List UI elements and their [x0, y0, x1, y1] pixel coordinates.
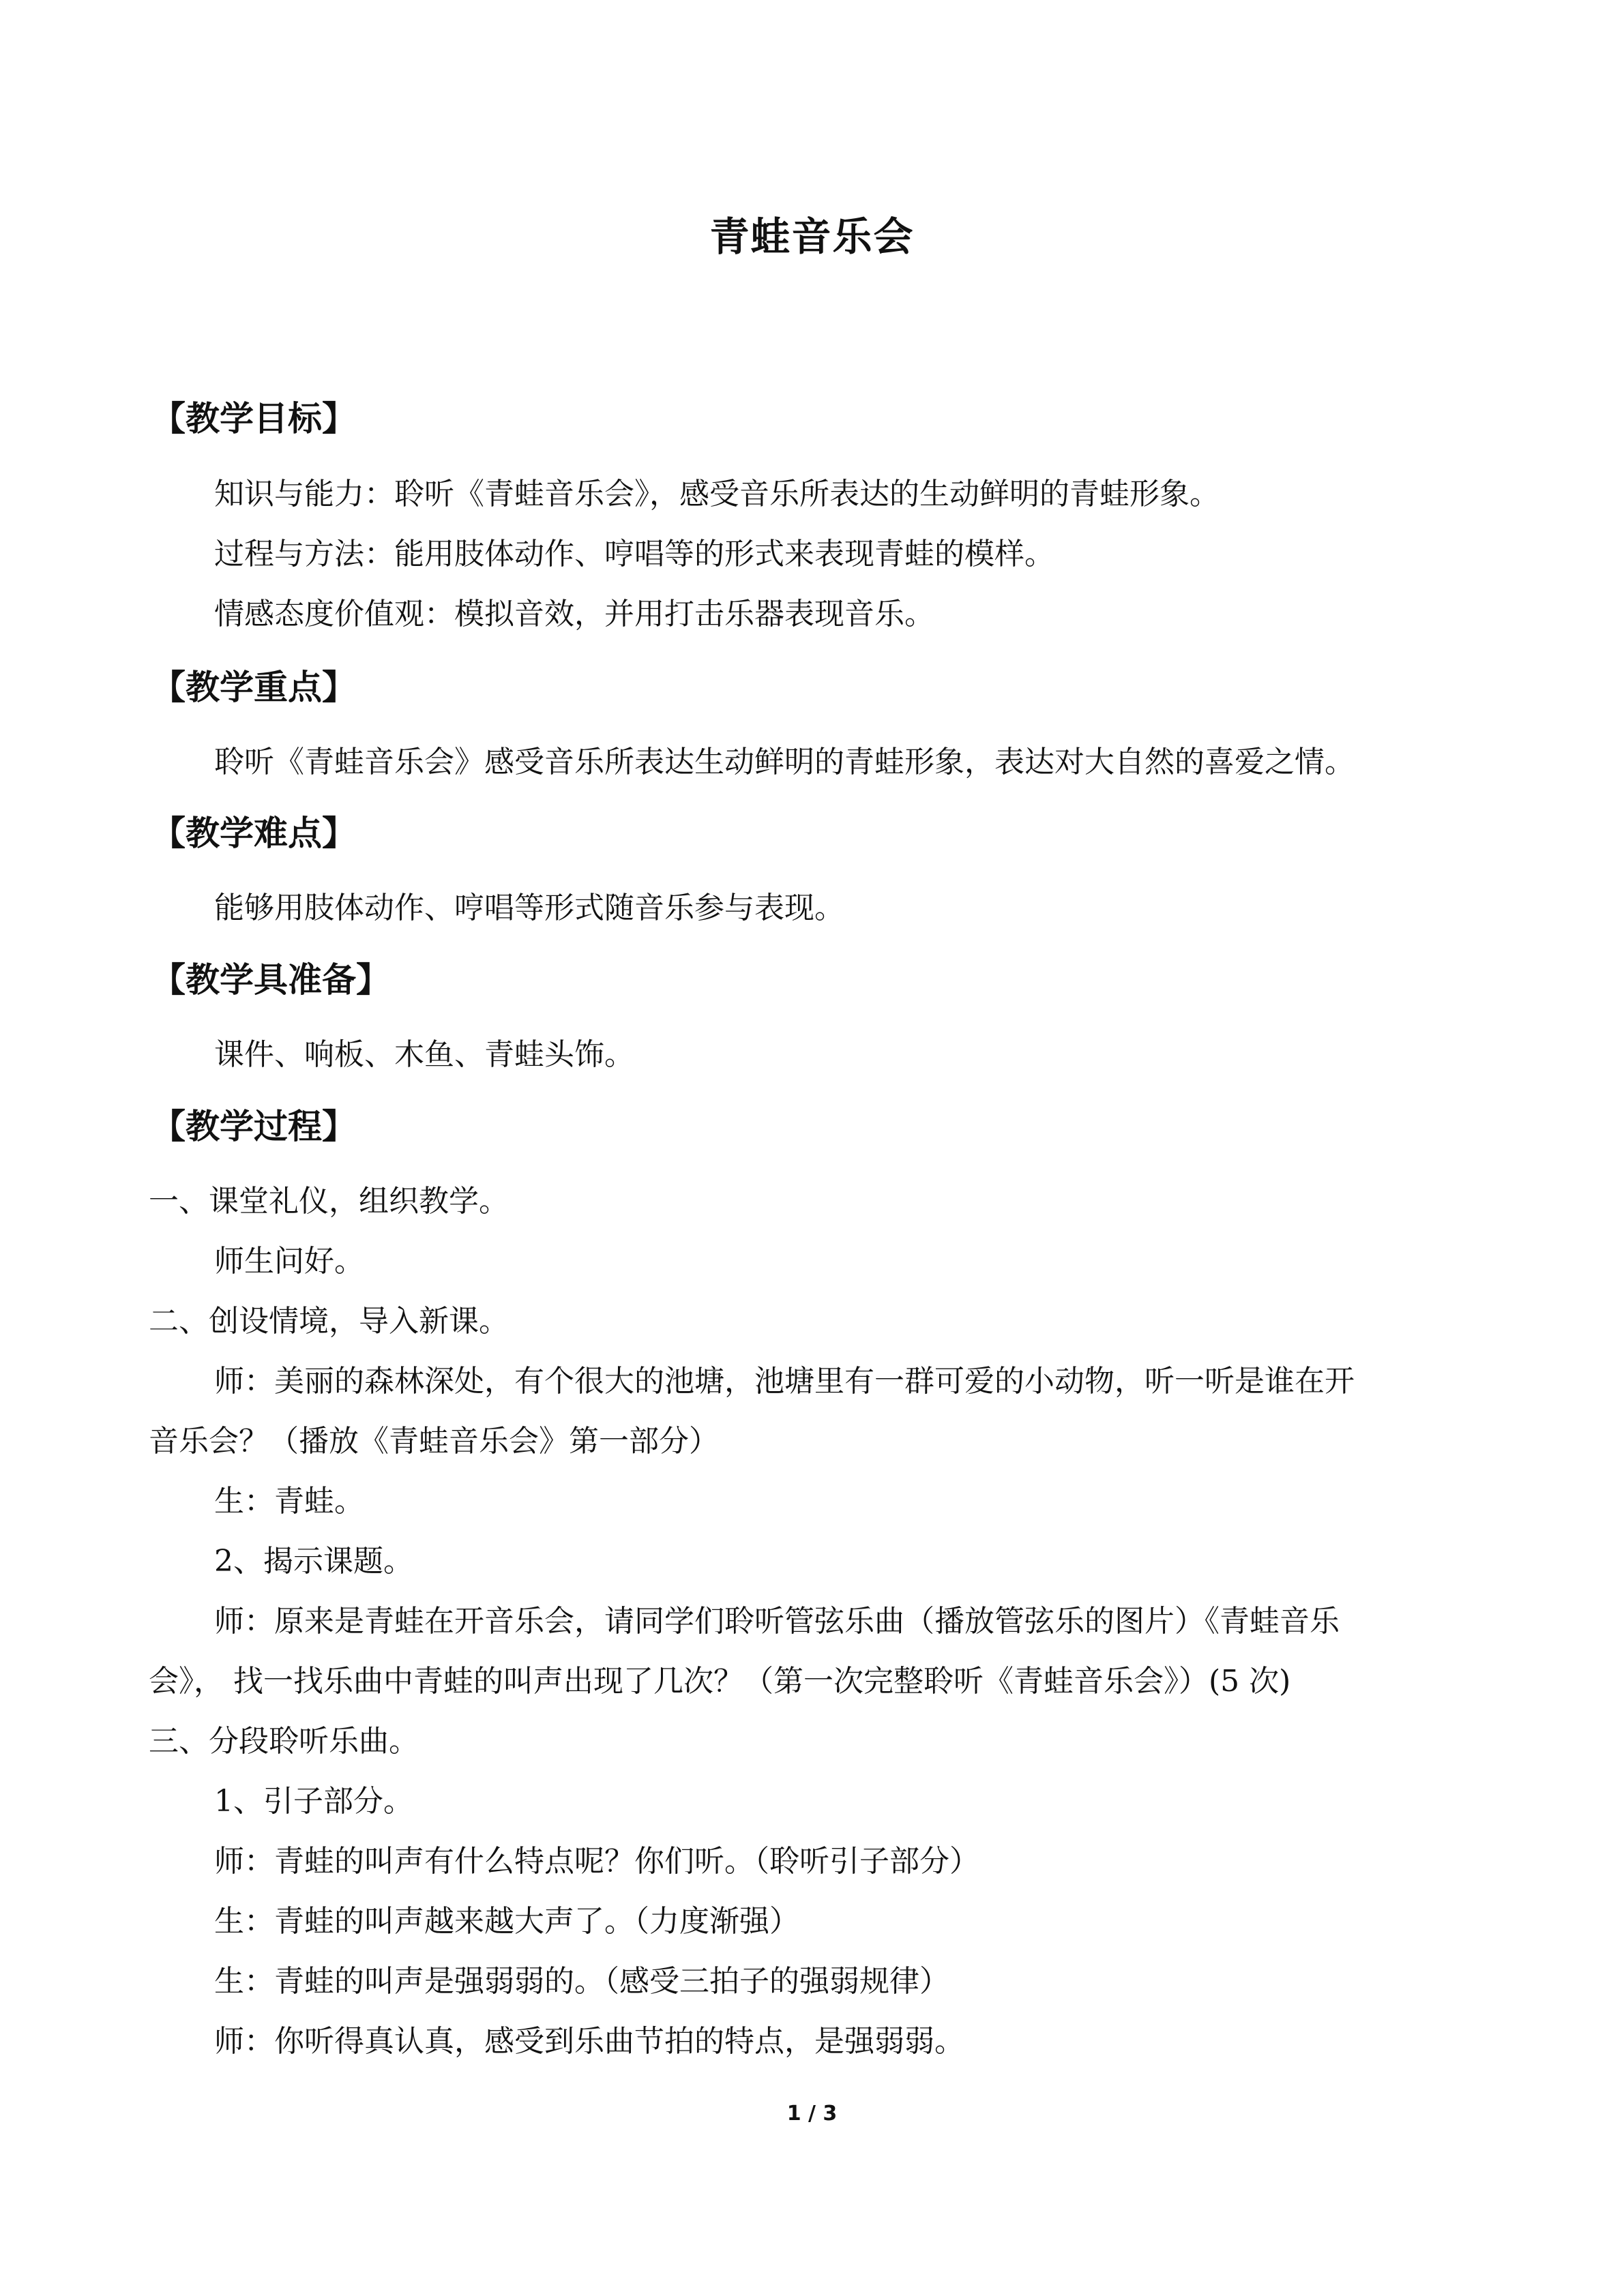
objective-knowledge: 知识与能力：聆听《青蛙音乐会》，感受音乐所表达的生动鲜明的青蛙形象。 [214, 477, 1220, 511]
process-line: 生：青蛙。 [214, 1484, 364, 1519]
process-line: 生：青蛙的叫声越来越大声了。（力度渐强） [214, 1904, 799, 1939]
page-title: 青蛙音乐会 [709, 213, 915, 260]
process-line: 师：美丽的森林深处，有个很大的池塘，池塘里有一群可爱的小动物，听一听是谁在开 [214, 1364, 1355, 1399]
process-line: 2、揭示课题。 [214, 1544, 413, 1579]
page-number: 1 / 3 [786, 2102, 838, 2126]
process-line: 二、创设情境，导入新课。 [149, 1304, 509, 1339]
process-line: 师：原来是青蛙在开音乐会，请同学们聆听管弦乐曲（播放管弦乐的图片）《青蛙音乐 [214, 1604, 1340, 1639]
section-heading-materials: 【教学具准备】 [151, 959, 390, 1000]
process-line: 1、引子部分。 [214, 1784, 413, 1819]
section-heading-difficulties: 【教学难点】 [151, 813, 356, 853]
process-line: 师：你听得真认真，感受到乐曲节拍的特点，是强弱弱。 [214, 2024, 964, 2059]
process-line: 三、分段聆听乐曲。 [149, 1724, 419, 1759]
objective-emotion: 情感态度价值观：模拟音效，并用打击乐器表现音乐。 [214, 597, 934, 631]
process-line: 师：青蛙的叫声有什么特点呢？你们听。（聆听引子部分） [214, 1844, 979, 1879]
difficulties-text: 能够用肢体动作、哼唱等形式随音乐参与表现。 [214, 891, 844, 925]
materials-text: 课件、响板、木鱼、青蛙头饰。 [214, 1037, 634, 1072]
process-line: 生：青蛙的叫声是强弱弱的。（感受三拍子的强弱规律） [214, 1964, 949, 1999]
section-heading-keypoints: 【教学重点】 [151, 667, 356, 707]
keypoints-text: 聆听《青蛙音乐会》感受音乐所表达生动鲜明的青蛙形象，表达对大自然的喜爱之情。 [214, 745, 1355, 779]
process-line: 一、课堂礼仪，组织教学。 [149, 1184, 509, 1219]
process-line: 师生问好。 [214, 1244, 364, 1279]
process-line: 会》， 找一找乐曲中青蛙的叫声出现了几次？（第一次完整聆听《青蛙音乐会》）(5 次) [149, 1664, 1291, 1699]
objective-process: 过程与方法：能用肢体动作、哼唱等的形式来表现青蛙的模样。 [214, 537, 1054, 571]
section-heading-process: 【教学过程】 [151, 1106, 356, 1146]
section-heading-objectives: 【教学目标】 [151, 398, 356, 438]
process-line: 音乐会？（播放《青蛙音乐会》第一部分） [149, 1424, 719, 1459]
